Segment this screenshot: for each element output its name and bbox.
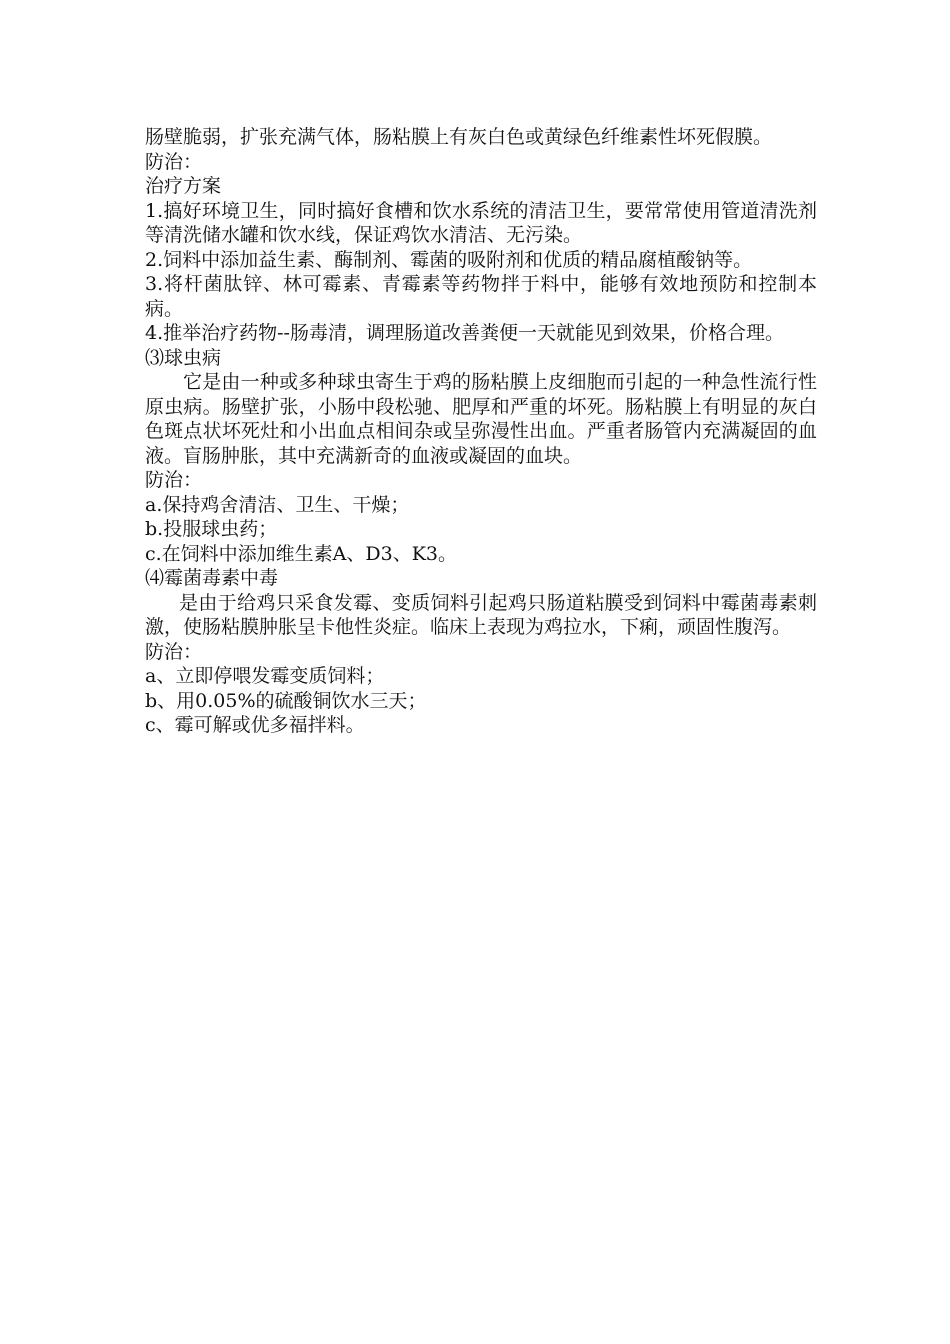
coccidiosis-item-b: b.投服球虫药； (145, 518, 278, 540)
heading-prevention-2: 防治： (145, 469, 203, 491)
treatment-item-3: 3.将杆菌肽锌、林可霉素、青霉素等药物拌于料中，能够有效地预防和控制本病。 (145, 273, 817, 320)
treatment-item-4: 4.推举治疗药物--肠毒清，调理肠道改善粪便一天就能见到效果，价格合理。 (145, 322, 784, 344)
heading-prevention-3: 防治： (145, 640, 203, 663)
mycotoxin-item-b: b、用0.05%的硫酸铜饮水三天； (145, 689, 427, 712)
treatment-item-1: 1.搞好环境卫生，同时搞好食槽和饮水系统的清洁卫生，要常常使用管道清洗剂等清洗储水罐和饮水线，保证鸡饮水清洁、无污染。 (145, 199, 817, 246)
treatment-item-2: 2.饲料中添加益生素、酶制剂、霉菌的吸附剂和优质的精品腐植酸钠等。 (145, 248, 753, 271)
paragraph-coccidiosis: 它是由一种或多种球虫寄生于鸡的肠粘膜上皮细胞而引起的一种急性流行性原虫病。肠壁扩张，小肠中段松驰、肥厚和严重的坏死。肠粘膜上有明显的灰白色斑点状坏死灶和小出血点相间杂或呈弥漫性出血。严重者肠管内充满凝固的血液。盲肠肿胀，其中充满新奇的血液或凝固的血块。 (145, 371, 817, 467)
section-title-coccidiosis: ⑶球虫病 (145, 346, 222, 369)
mycotoxin-item-a: a、立即停喂发霉变质饲料； (145, 665, 385, 687)
paragraph-enteritis-lesion: 肠壁脆弱，扩张充满气体，肠粘膜上有灰白色或黄绿色纤维素性坏死假膜。 (145, 126, 773, 148)
section-title-mycotoxin: ⑷霉菌毒素中毒 (145, 567, 279, 589)
coccidiosis-item-c: c.在饲料中添加维生素A、D3、K3。 (145, 542, 458, 565)
mycotoxin-item-c: c、霉可解或优多福拌料。 (145, 714, 365, 736)
heading-prevention-1: 防治： (145, 150, 203, 173)
coccidiosis-item-a: a.保持鸡舍清洁、卫生、干燥； (145, 493, 410, 516)
document-body (145, 125, 817, 738)
heading-treatment-plan: 治疗方案 (145, 175, 222, 197)
paragraph-mycotoxin: 是由于给鸡只采食发霉、变质饲料引起鸡只肠道粘膜受到饲料中霉菌毒素刺激，使肠粘膜肿胀呈卡他性炎症。临床上表现为鸡拉水，下痢，顽固性腹泻。 (145, 591, 817, 638)
